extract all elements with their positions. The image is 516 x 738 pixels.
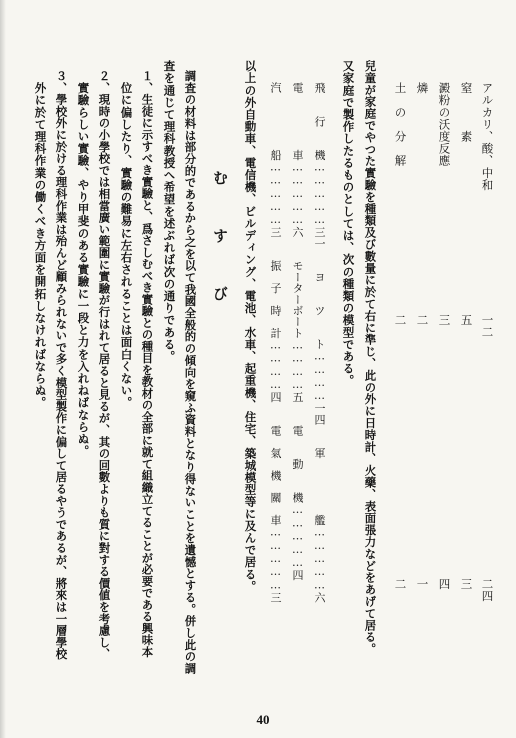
conclusion-line: １、生徒に示すべき實驗と、爲さしむべき實驗との種目を教材の全部に就て組織立てることが必要である興味本 bbox=[140, 70, 155, 658]
continued-value: 三 bbox=[459, 578, 474, 591]
list-item-label: 土 の 分 解 bbox=[393, 82, 408, 167]
continued-value: 二四 bbox=[480, 578, 495, 603]
list-item-label: 窒 素 bbox=[459, 82, 474, 143]
list-item-label: アルカリ、酸、中和 bbox=[480, 82, 495, 191]
conclusion-line: 査を通じて理科教授へ希望を述ぶれば次の通りである。 bbox=[162, 60, 177, 363]
continued-value: 二 bbox=[393, 578, 408, 591]
models-row: 飛 行 機……………三一 ヨ ツ ト…………一四 軍 艦……………六 bbox=[313, 82, 326, 603]
conclusion-line: 外に於て理科作業の働くべき方面を開拓しなければならぬ。 bbox=[33, 82, 48, 409]
paragraph-line: 又家庭で製作したるものとしては、次の種類の模型である。 bbox=[341, 60, 356, 387]
conclusion-line: 實驗らしい實驗、やり甲斐のある實驗に一段と力を入れねばならぬ。 bbox=[76, 82, 91, 458]
models-row: 汽 船……………三 振 子 時 計…………四 電 氣 機 關 車……………三 bbox=[269, 82, 282, 603]
paragraph-line: 以上の外自動車、電信機、ビルディング、電池、水車、起重機、住宅、築城模型等に及んで居る。 bbox=[243, 60, 258, 593]
conclusion-line: ３、學校外に於ける理科作業は殆んど顧みられないで多く模型製作に偏して居るやうであるが、將來は一層學校 bbox=[54, 70, 69, 660]
paragraph-line: 兒童が家庭でやつた實驗を種類及び數量に於て右に準じ、此の外に日時計、火藥、表面張力などをあげて居る。 bbox=[363, 60, 378, 655]
list-item-value: 二 bbox=[393, 314, 408, 327]
conclusion-line: 位に偏したり、實驗の難易に左右されることは面白くない。 bbox=[119, 82, 134, 409]
list-item-label: 燐 bbox=[415, 82, 430, 95]
section-heading: む す び bbox=[211, 170, 229, 315]
list-item-value: 五 bbox=[459, 314, 474, 327]
continued-value: 四 bbox=[437, 578, 452, 591]
conclusion-line: 調査の材料は部分的であるから之を以て我國全般的の傾向を窺ふ資料となり得ないことを遺憾とする。併し此の調 bbox=[183, 70, 198, 675]
list-item-value: 三 bbox=[437, 314, 452, 327]
page-number: 40 bbox=[256, 712, 270, 727]
page-edge-shadow bbox=[0, 0, 6, 738]
continued-value: 一 bbox=[415, 578, 430, 591]
list-item-label: 澱粉の沃度反應 bbox=[437, 82, 452, 167]
list-item-value: 二 bbox=[415, 314, 430, 327]
conclusion-line: ２、現時の小學校では相當廣い範圍に實驗が行はれて居ると見るが、其の回數よりも質に對する價値を考慮し、 bbox=[97, 70, 112, 660]
list-item-value: 一二 bbox=[480, 314, 495, 339]
models-row: 電 車……………六 モーターボート…………五 電 動 機……………四 bbox=[291, 82, 304, 581]
